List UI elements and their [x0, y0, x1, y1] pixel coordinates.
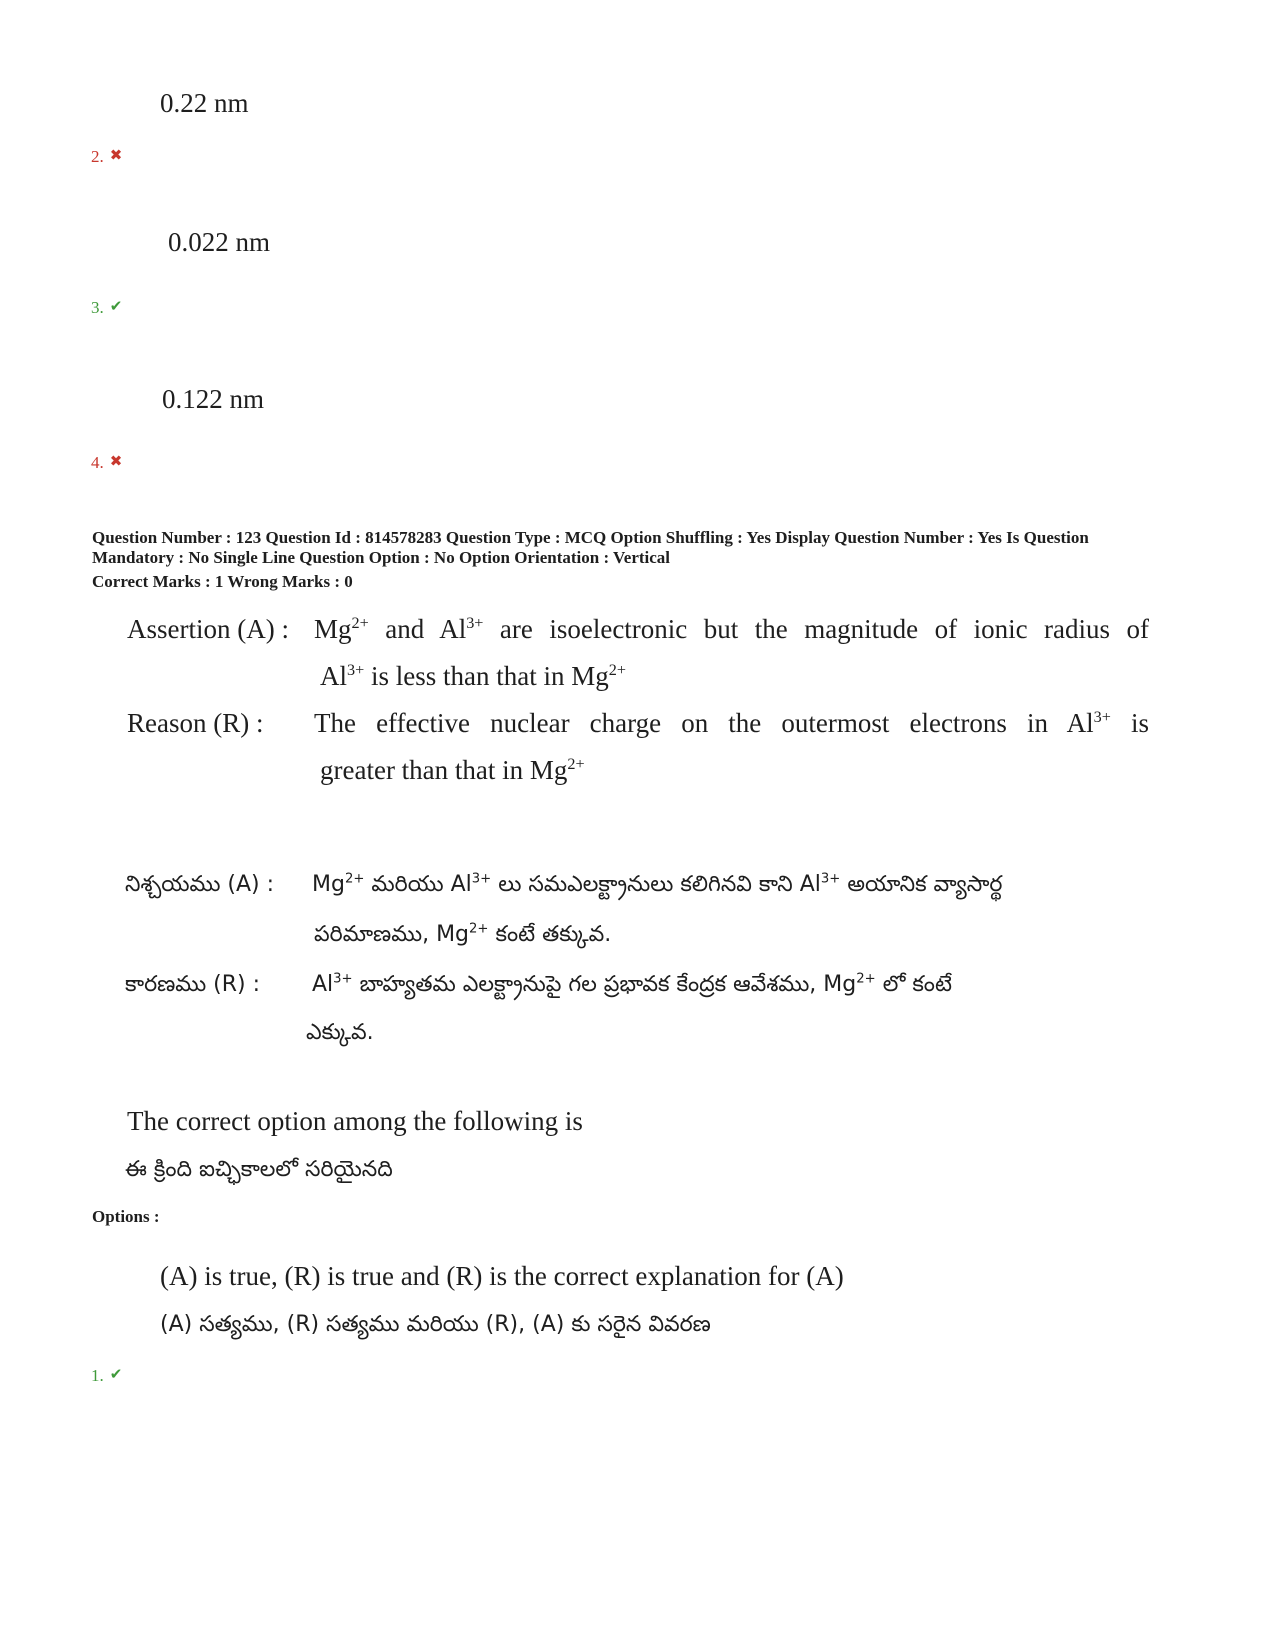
reason-text-te-line2: ఎక్కువ.	[306, 1020, 374, 1045]
check-icon: ✔	[109, 299, 123, 315]
cross-icon: ✖	[109, 454, 123, 470]
reason-text-te-line1: $Al^{3+}$ బాహ్యతమ ఎలక్ట్రానుపై గల ప్రభావక కేంద్రక ఆవేశము, $Mg^{2+}$ లో కంటే	[312, 971, 952, 997]
option-number-1	[91, 1365, 122, 1386]
assertion-text-te-line2: పరిమాణము, $Mg^{2+}$ కంటే తక్కువ.	[314, 921, 612, 947]
cross-icon: ✖	[109, 148, 123, 164]
option1-text-en: (A) is true, (R) is true and (R) is the correct explanation for (A)	[160, 1261, 844, 1291]
question-meta-line1: Question Number : 123 Question Id : 814578283 Question Type : MCQ Option Shuffling : Yes Display Question Number : Yes Is Question	[92, 528, 1089, 547]
option-number-label: 2.	[91, 147, 104, 166]
assertion-label-en: Assertion (A) :	[127, 614, 289, 644]
reason-text-en-line1: The effective nuclear charge on the outermost electrons in $Al^{3+}$ is	[314, 708, 1149, 738]
assertion-text-te-line1: $Mg^{2+}$ మరియు $Al^{3+}$ లు సమఎలక్ట్రానులు కలిగినవి కాని $Al^{3+}$ అయానిక వ్యాసార్థ	[312, 871, 1003, 897]
option-value-4: 0.122 nm	[162, 384, 265, 414]
reason-label-en: Reason (R) :	[127, 708, 264, 738]
option-number-4	[91, 452, 122, 473]
assertion-label-te: నిశ్చయము (A) :	[125, 872, 275, 897]
option-value-3: 0.022 nm	[168, 227, 271, 257]
option-number-3	[91, 297, 122, 318]
check-icon: ✔	[109, 1367, 123, 1383]
question-marks: Correct Marks : 1 Wrong Marks : 0	[92, 572, 353, 591]
question-meta-line2: Mandatory : No Single Line Question Option : No Option Orientation : Vertical	[92, 548, 671, 567]
option-number-label: 3.	[91, 298, 104, 317]
option-number-label: 4.	[91, 453, 104, 472]
option1-text-te: (A) సత్యము, (R) సత్యము మరియు (R), (A) కు సరైన వివరణ	[160, 1312, 711, 1337]
options-label: Options :	[92, 1207, 160, 1226]
assertion-text-en-line1: $Mg^{2+}$ and $Al^{3+}$ are isoelectronic but the magnitude of ionic radius of	[314, 614, 1150, 644]
prompt-te: ఈ క్రింది ఐచ్ఛికాలలో సరియైనది	[125, 1157, 393, 1182]
option-number-2	[91, 146, 122, 167]
reason-label-te: కారణము (R) :	[125, 972, 261, 997]
prompt-en: The correct option among the following is	[127, 1106, 583, 1136]
question-meta	[92, 528, 1089, 592]
option-value-2: 0.22 nm	[160, 88, 249, 118]
assertion-text-en-line2: $Al^{3+}$ is less than that in $Mg^{2+}$	[320, 661, 626, 691]
reason-text-en-line2: greater than that in $Mg^{2+}$	[320, 755, 585, 785]
option-number-label: 1.	[91, 1366, 104, 1385]
